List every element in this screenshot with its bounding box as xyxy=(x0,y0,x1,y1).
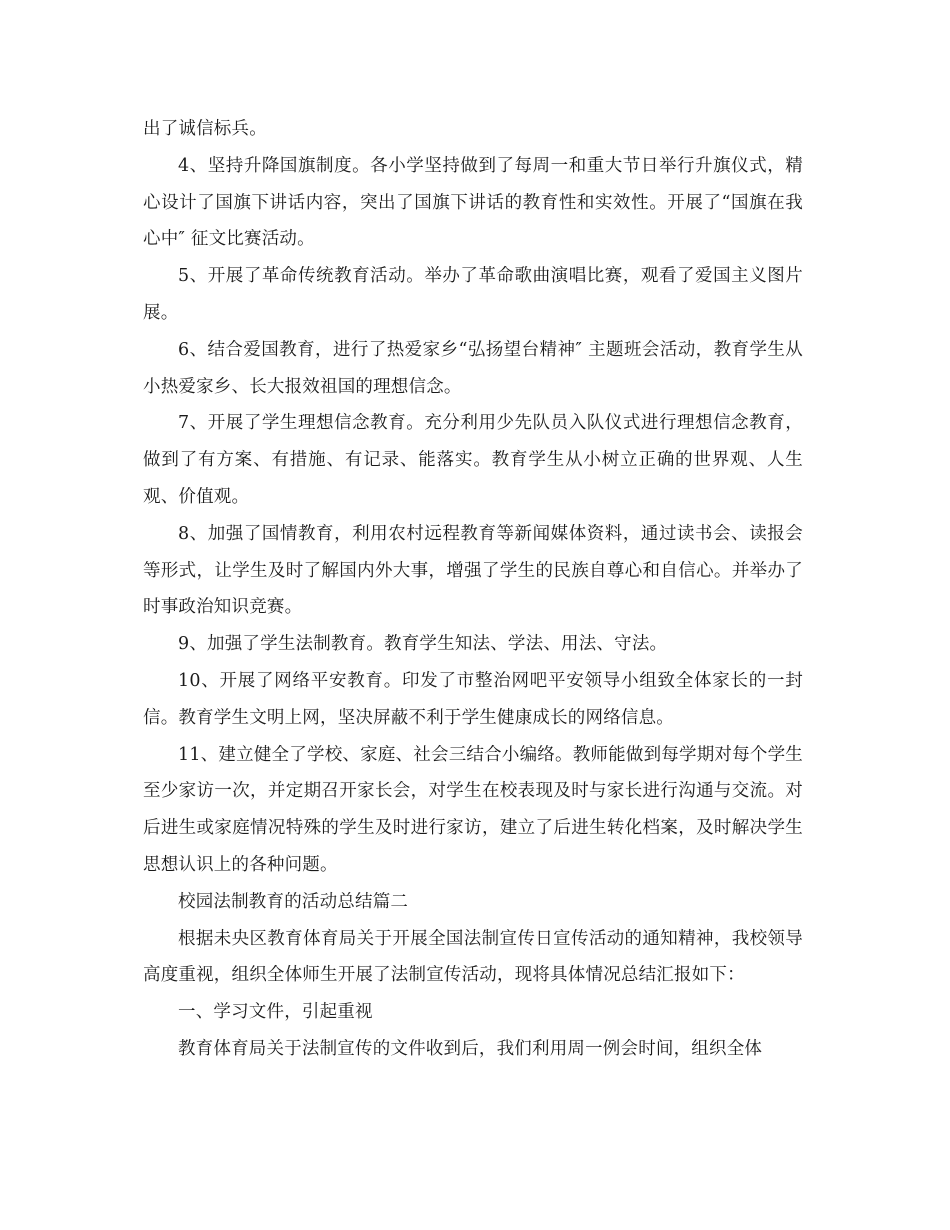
paragraph-continuation: 出了诚信标兵。 xyxy=(143,119,267,139)
paragraph-item-8: 8、加强了国情教育，利用农村远程教育等新闻媒体资料，通过读书会、读报会等形式，让学生及时了解国内外大事，增强了学生的民族自尊心和自信心。并举办了时事政治知识竞赛。 xyxy=(143,523,803,618)
paragraph-item-10: 10、开展了网络平安教育。印发了市整治网吧平安领导小组致全体家长的一封信。教育学生文明上网，坚决屏蔽不利于学生健康成长的网络信息。 xyxy=(143,670,803,728)
paragraph-item-7: 7、开展了学生理想信念教育。充分利用少先队员入队仪式进行理想信念教育，做到了有方案、有措施、有记录、能落实。教育学生从小树立正确的世界观、人生观、价值观。 xyxy=(143,413,803,507)
paragraph-item-4: 4、坚持升降国旗制度。各小学坚持做到了每周一和重大节日举行升旗仪式，精心设计了国旗下讲话内容，突出了国旗下讲话的教育性和实效性。开展了“国旗在我心中″ 征文比赛活动。 xyxy=(143,155,803,250)
paragraph-item-5: 5、开展了革命传统教育活动。举办了革命歌曲演唱比赛，观看了爱国主义图片展。 xyxy=(143,266,803,323)
paragraph-body: 教育体育局关于法制宣传的文件收到后，我们利用周一例会时间，组织全体 xyxy=(178,1038,763,1059)
paragraph-item-9: 9、加强了学生法制教育。教育学生知法、学法、用法、守法。 xyxy=(178,634,668,655)
document-body xyxy=(143,111,803,1068)
subsection-heading: 一、学习文件，引起重视 xyxy=(178,1002,373,1023)
paragraph-item-11: 11、建立健全了学校、家庭、社会三结合小编络。教师能做到每学期对每个学生至少家访一次，并定期召开家长会，对学生在校表现及时与家长进行沟通与交流。对后进生或家庭情况特殊的学生及时进行家访，建立了后进生转化档案，及时解决学生思想认识上的各种问题。 xyxy=(143,744,803,875)
paragraph-item-6: 6、结合爱国教育，进行了热爱家乡“弘扬望台精神″ 主题班会活动，教育学生从小热爱家乡、长大报效祖国的理想信念。 xyxy=(143,339,803,397)
paragraph-intro: 根据未央区教育体育局关于开展全国法制宣传日宣传活动的通知精神，我校领导高度重视，组织全体师生开展了法制宣传活动，现将具体情况总结汇报如下： xyxy=(143,928,803,986)
section-heading: 校园法制教育的活动总结篇二 xyxy=(178,891,409,912)
